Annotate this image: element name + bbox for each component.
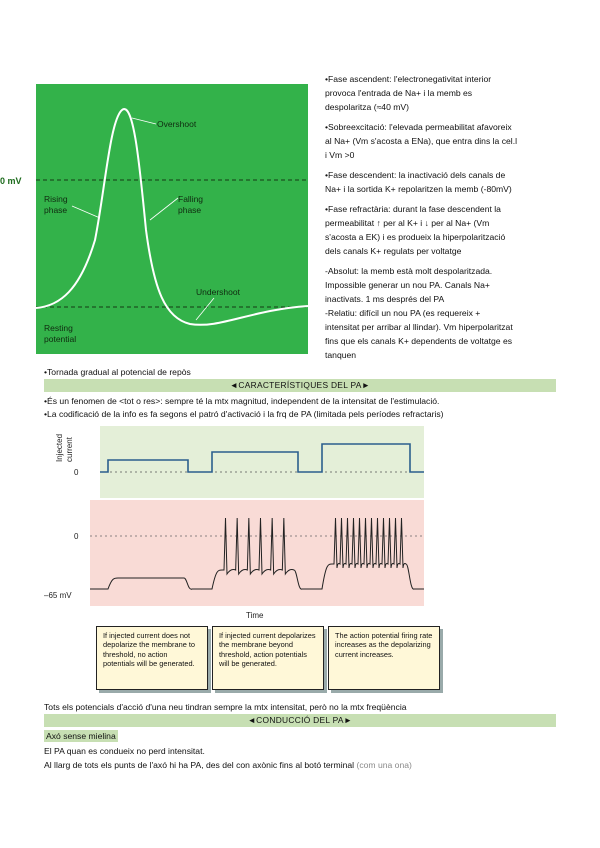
banner-conduccio: ◄CONDUCCIÓ DEL PA► <box>44 714 556 727</box>
note-line: •Fase refractària: durant la fase descendent la <box>325 204 501 214</box>
note-line: -Relatiu: difícil un nou PA (es requereix + <box>325 308 481 318</box>
tornada-line: •Tornada gradual al potencial de repòs <box>44 367 191 377</box>
note-line: -Absolut: la memb està molt despolaritzada. <box>325 266 493 276</box>
current-panel <box>100 426 424 498</box>
conduct-line-2 <box>44 759 412 771</box>
rising-label-1: Rising <box>44 194 68 204</box>
note-line: permeabilitat ↑ per al K+ i ↓ per al Na+ (Vm <box>325 218 490 228</box>
codificacio-line: •La codificació de la info es fa segons el patró d'activació i la frq de PA (limitada pels períodes refractaris) <box>44 409 444 419</box>
axo-heading: Axó sense mielina <box>46 731 116 741</box>
voltage-panel <box>90 500 424 606</box>
note-line: inactivats. 1 ms després del PA <box>325 294 445 304</box>
note-line: intensitat per arribar al llindar). Vm hiperpolaritzat <box>325 322 513 332</box>
summary-line: Tots els potencials d'acció d'una neu tindran sempre la mtx intensitat, però no la mtx freqüència <box>44 702 407 712</box>
note-overshoot <box>325 120 565 162</box>
injected-label-1: Injected <box>55 433 64 462</box>
note-refractory <box>325 202 565 258</box>
note-absolute-relative <box>325 264 565 362</box>
overshoot-label: Overshoot <box>157 119 197 129</box>
rising-label-2: phase <box>44 205 68 215</box>
action-potential-figure <box>0 80 320 360</box>
tot-o-res-line: •És un fenomen de <tot o res>: sempre té la mtx magnitud, independent de la intensitat de l'estimulació. <box>44 396 440 406</box>
caption-box-threshold: If injected current depolarizes the membrane beyond threshold, action potentials will be generated. <box>212 626 324 690</box>
time-label: Time <box>246 611 264 620</box>
banner-caracteristiques: ◄CARACTERÍSTIQUES DEL PA► <box>44 379 556 392</box>
note-rising <box>325 72 565 114</box>
falling-label-1: Falling <box>178 194 204 204</box>
note-line: i Vm >0 <box>325 150 355 160</box>
note-line: dels canals K+ regulats per voltatge <box>325 246 462 256</box>
note-line: Na+ i la sortida K+ repolaritzen la memb (-80mV) <box>325 184 512 194</box>
minus65-label: –65 mV <box>44 591 72 600</box>
note-line: tanquen <box>325 350 357 360</box>
zero-mv-label: 0 mV <box>0 176 22 186</box>
current-zero-label: 0 <box>74 468 79 477</box>
conduct-line-1: El PA quan es condueix no perd intensitat. <box>44 746 205 756</box>
action-potential-svg <box>0 80 320 360</box>
note-line: •Sobreexcitació: l'elevada permeabilitat afavoreix <box>325 122 512 132</box>
stimulation-figure <box>40 422 430 622</box>
voltage-zero-label: 0 <box>74 532 79 541</box>
note-line: al Na+ (Vm s'acosta a ENa), que entra dins la cel.l <box>325 136 517 146</box>
note-line: provoca l'entrada de Na+ i la memb es <box>325 88 473 98</box>
conduct-line-2-grey: (com una ona) <box>356 760 412 770</box>
caption-box-subthreshold: If injected current does not depolarize the membrane to threshold, no action potentials will be generated. <box>96 626 208 690</box>
conduct-line-2-main: Al llarg de tots els punts de l'axó hi ha PA, des del con axònic fins al botó terminal <box>44 760 357 770</box>
note-line: •Fase descendent: la inactivació dels canals de <box>325 170 506 180</box>
injected-label-2: current <box>65 437 74 462</box>
note-line: •Fase ascendent: l'electronegativitat interior <box>325 74 492 84</box>
falling-label-2: phase <box>178 205 202 215</box>
undershoot-label: Undershoot <box>196 287 240 297</box>
note-line: despolaritza (≈40 mV) <box>325 102 410 112</box>
resting-label-2: potential <box>44 334 77 344</box>
resting-label-1: Resting <box>44 323 73 333</box>
phase-notes <box>325 72 565 368</box>
stimulation-svg <box>40 422 430 622</box>
note-line: fins que els canals K+ dependents de voltatge es <box>325 336 513 346</box>
caption-box-firing-rate: The action potential firing rate increases as the depolarizing current increases. <box>328 626 440 690</box>
note-line: Impossible generar un nou PA. Canals Na+ <box>325 280 490 290</box>
note-falling <box>325 168 565 196</box>
note-line: s'acosta a EK) i es produeix la hiperpolarització <box>325 232 506 242</box>
